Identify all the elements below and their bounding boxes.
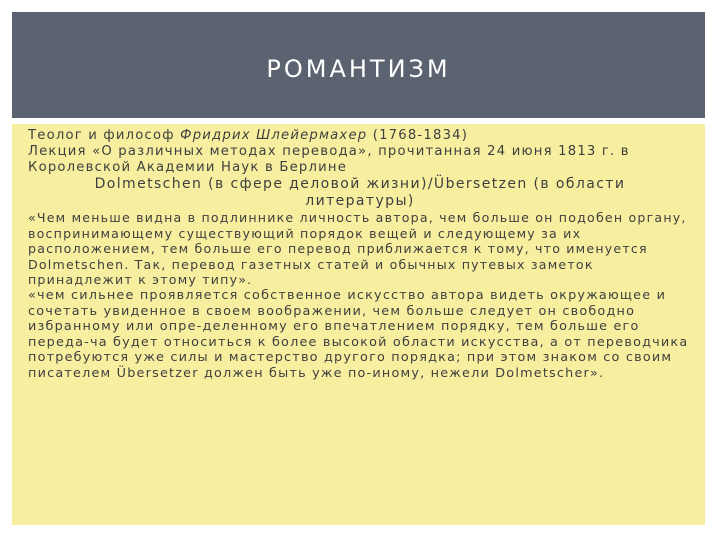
- quote-dolmetschen: «Чем меньше видна в подлиннике личность автора, чем больше он подобен органу, воспринимающему существующий порядок вещей и следующему за их расположением, тем больше его перевод приближается к тому, что именуется Dolmetschen. Так, перевод газетных статей и обычных путевых заметок принадлежит к этому типу».: [28, 210, 687, 288]
- slide-title: РОМАНТИЗМ: [266, 55, 451, 83]
- author-dates: (1768-1834): [367, 128, 469, 143]
- terms-line: Dolmetschen (в сфере деловой жизни)/Übersetzen (в области литературы): [94, 176, 626, 209]
- author-name: Фридрих Шлейермахер: [180, 128, 368, 143]
- author-line: [28, 128, 692, 144]
- title-bar: [12, 12, 705, 118]
- slide-body: [28, 128, 692, 382]
- lecture-line: Лекция «О различных методах перевода», прочитанная 24 июня 1813 г. в Королевской Академии Наук в Берлине: [28, 144, 630, 175]
- quote-uebersetzen: «чем сильнее проявляется собственное искусство автора видеть окружающее и сочетать увиденное в своем воображении, чем больше следует он свободно избранному или опре-деленному его впечатлением порядку, тем больше его переда-ча будет относиться к более высокой области искусства, а от переводчика потребуются уже силы и мастерство другого порядка; при этом знаком со своим писателем Übersetzer должен быть уже по-иному, нежели Dolmetscher».: [28, 287, 689, 381]
- author-line-prefix: Теолог и философ: [28, 128, 181, 143]
